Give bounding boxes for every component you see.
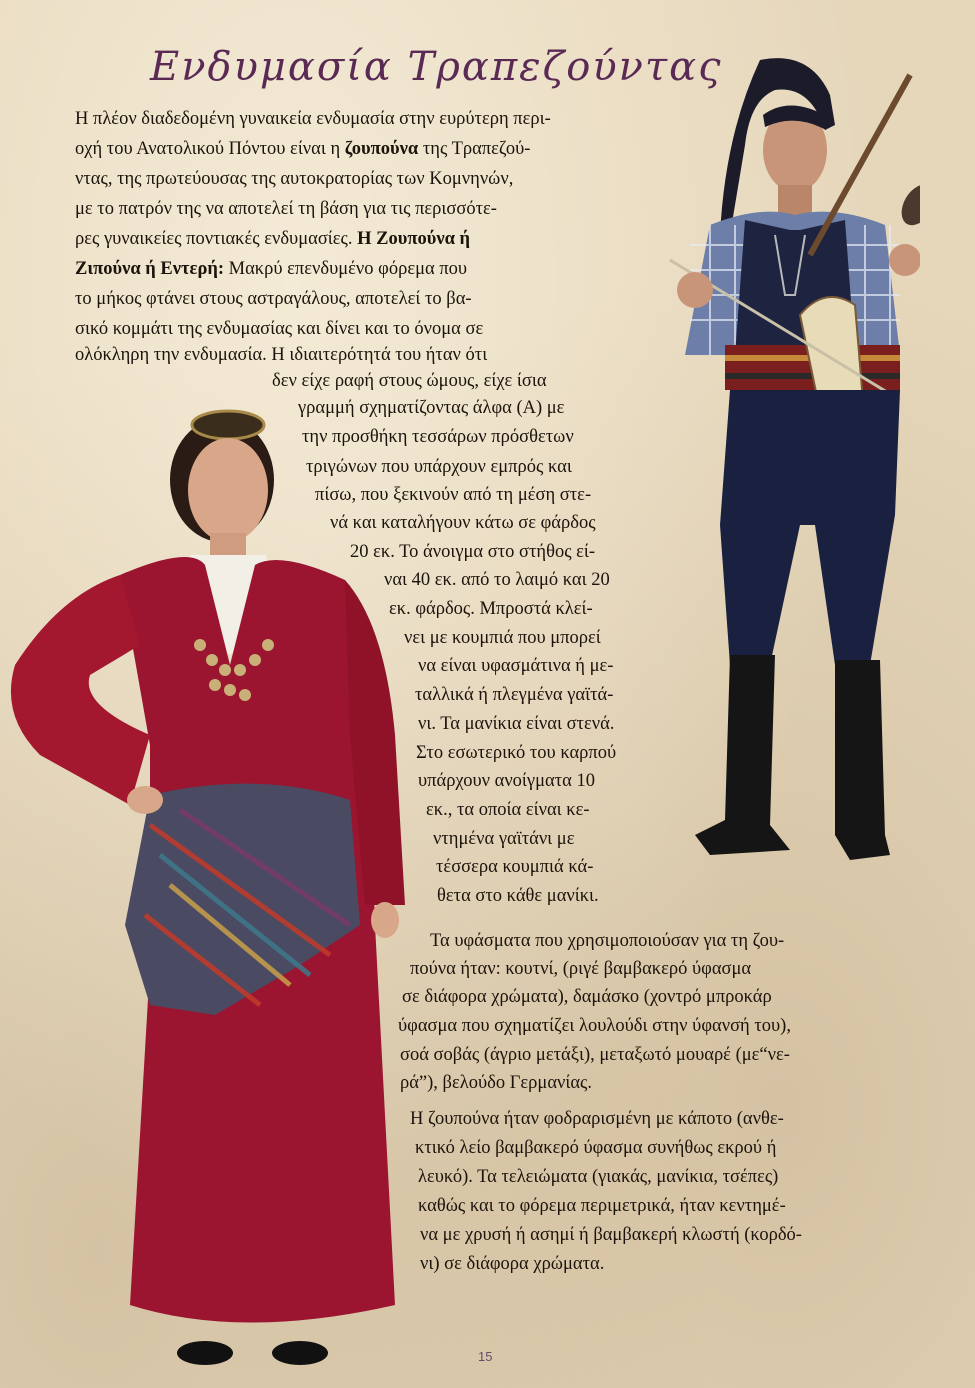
text-line: νι. Τα μανίκια είναι στενά. (418, 714, 615, 734)
text-line: πούνα ήταν: κουτνί, (ριγέ βαμβακερό ύφασμα (410, 959, 752, 979)
text-line: καθώς και το φόρεμα περιμετρικά, ήταν κεντημέ- (418, 1196, 786, 1216)
text-line: ναι 40 εκ. από το λαιμό και 20 (384, 570, 610, 590)
text-line: ρά”), βελούδο Γερμανίας. (400, 1073, 592, 1093)
text-line: Τα υφάσματα που χρησιμοποιούσαν για τη ζου- (430, 931, 785, 951)
text-line: νι) σε διάφορα χρώματα. (420, 1254, 605, 1274)
text-line: την προσθήκη τεσσάρων πρόσθετων (302, 427, 574, 447)
text-line: θετα στο κάθε μανίκι. (437, 886, 599, 906)
text-line: εκ., τα οποία είναι κε- (426, 800, 590, 820)
text-line: Στο εσωτερικό του καρπού (416, 743, 617, 763)
text-line: πίσω, που ξεκινούν από τη μέση στε- (315, 485, 592, 505)
text-line: να με χρυσή ή ασημί ή βαμβακερή κλωστή (κορδό- (420, 1225, 802, 1245)
text-line: ντημένα γαϊτάνι με (433, 829, 575, 849)
text-line: το μήκος φτάνει στους αστραγάλους, αποτελεί το βα- (75, 289, 472, 309)
text-line: νει με κουμπιά που μπορεί (404, 628, 601, 648)
text-line: κτικό λείο βαμβακερό ύφασμα συνήθως εκρού ή (415, 1138, 777, 1158)
term-heading: Ζιπούνα ή Εντερή: (75, 259, 225, 279)
term-zoupouna: ζουπούνα (344, 139, 419, 159)
text-line: σικό κομμάτι της ενδυμασίας και δίνει και το όνομα σε (75, 319, 484, 339)
text-line: νά και καταλήγουν κάτω σε φάρδος (330, 513, 596, 533)
text-line: ρες γυναικείες ποντιακές ενδυμασίες. Η Ζουπούνα ή (75, 229, 471, 249)
text-line: δεν είχε ραφή στους ώμους, είχε ίσια (272, 371, 547, 391)
text-line: να είναι υφασμάτινα ή με- (418, 656, 614, 676)
text-line: ολόκληρη την ενδυμασία. Η ιδιαιτερότητά του ήταν ότι (75, 345, 488, 365)
page-number: 15 (478, 1349, 493, 1364)
text-line: εκ. φάρδος. Μπροστά κλεί- (389, 599, 593, 619)
text-line: Ζιπούνα ή Εντερή: Μακρύ επενδυμένο φόρεμα που (75, 259, 468, 279)
text-line: Η πλέον διαδεδομένη γυναικεία ενδυμασία στην ευρύτερη περι- (75, 109, 551, 129)
text-line: λευκό). Τα τελειώματα (γιακάς, μανίκια, τσέπες) (418, 1167, 779, 1187)
man-lyra-figure (650, 55, 920, 875)
text-line: γραμμή σχηματίζοντας άλφα (Α) με (298, 398, 565, 418)
text-line: ντας, της πρωτεύουσας της αυτοκρατορίας των Κομνηνών, (75, 169, 514, 189)
text-line: οχή του Ανατολικού Πόντου είναι η ζουπούνα της Τραπεζού- (75, 139, 531, 159)
text-line: σε διάφορα χρώματα), δαμάσκο (χοντρό μπροκάρ (402, 987, 772, 1007)
page-title: Ενδυμασία Τραπεζούντας (150, 44, 723, 90)
text-line: τριγώνων που υπάρχουν εμπρός και (306, 457, 572, 477)
text-line: 20 εκ. Το άνοιγμα στο στήθος εί- (350, 542, 596, 562)
text-line: σοά σοβάς (άγριο μετάξι), μεταξωτό μουαρέ (με“νε- (400, 1045, 790, 1065)
text-line: τέσσερα κουμπιά κά- (436, 857, 594, 877)
text-line: ταλλικά ή πλεγμένα γαϊτά- (415, 685, 614, 705)
text-line: ύφασμα που σχηματίζει λουλούδι στην ύφανσή του), (398, 1016, 791, 1036)
term-heading: Η Ζουπούνα ή (357, 229, 471, 249)
text-line: με το πατρόν της να αποτελεί τη βάση για τις περισσότε- (75, 199, 497, 219)
text-line: Η ζουπούνα ήταν φοδραρισμένη με κάποτο (ανθε- (410, 1109, 784, 1129)
text-line: υπάρχουν ανοίγματα 10 (418, 771, 595, 791)
